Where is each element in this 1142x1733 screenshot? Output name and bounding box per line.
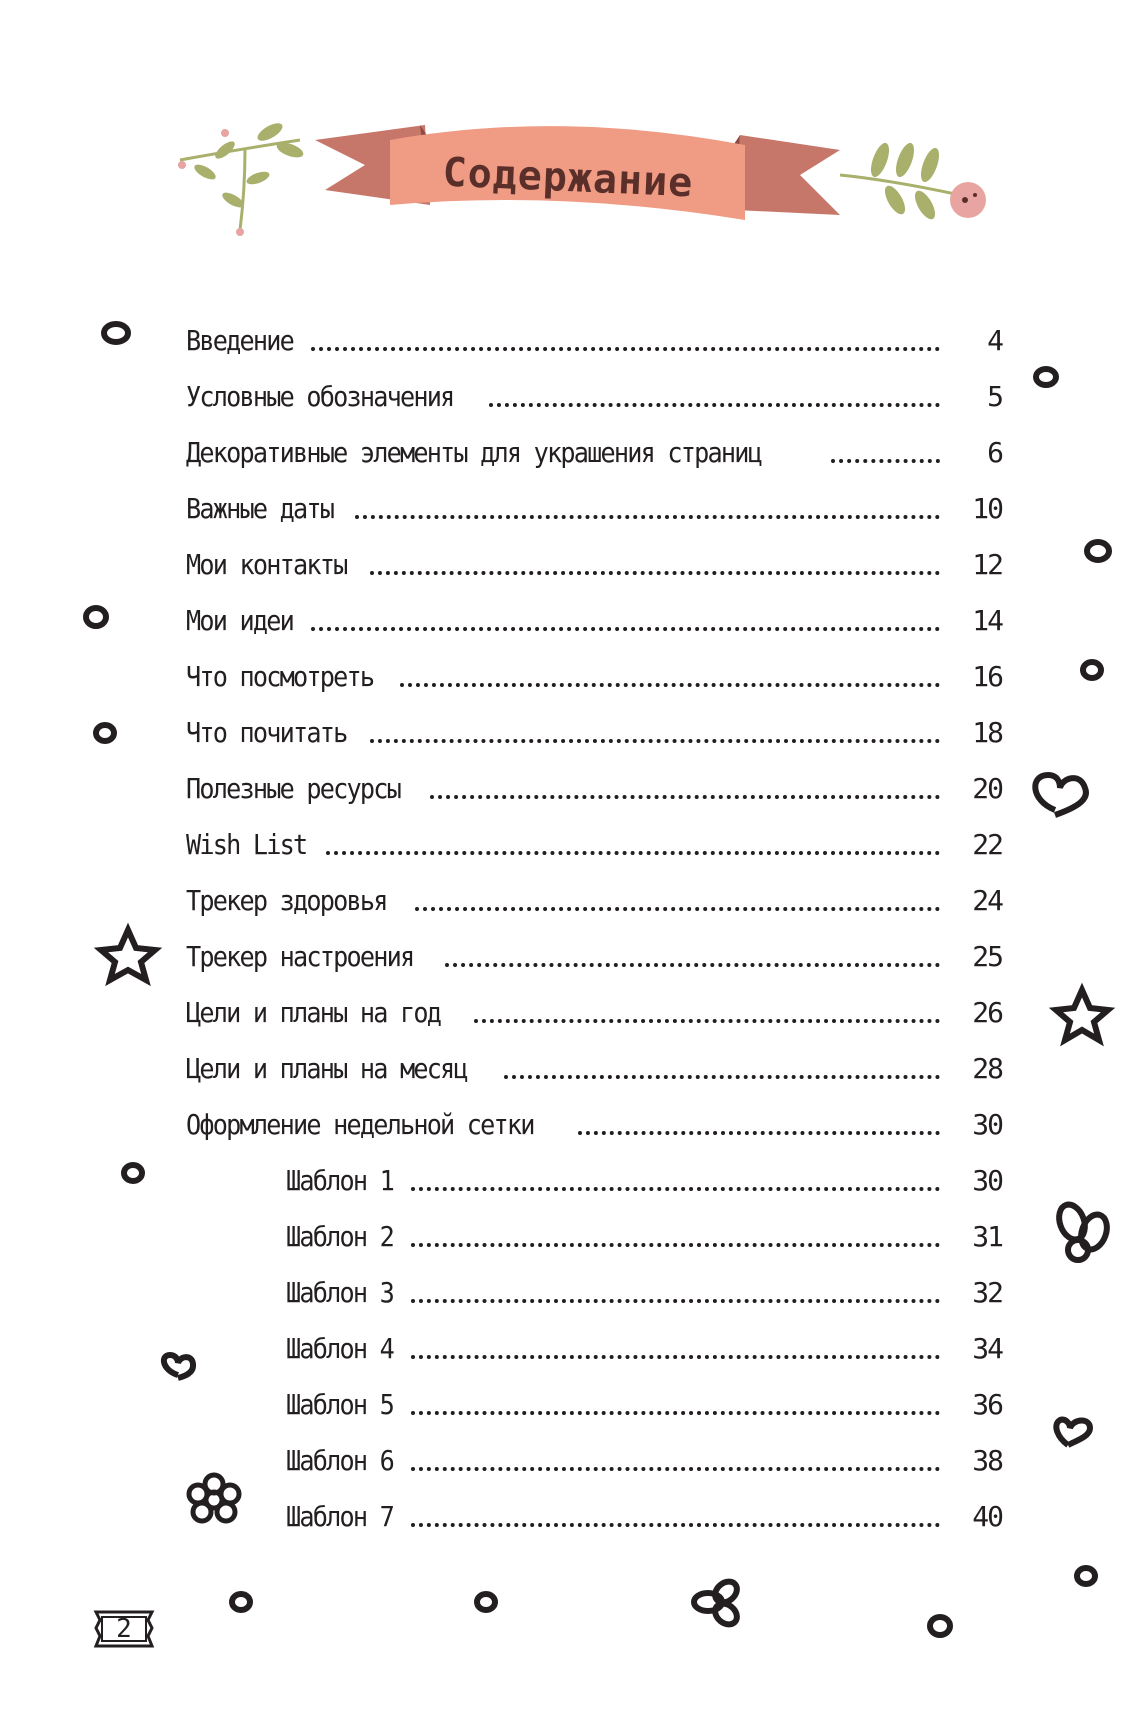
toc-item-page: 16 <box>972 660 1002 693</box>
circle-doodle-icon <box>96 725 114 741</box>
toc-item-page: 30 <box>972 1108 1002 1141</box>
page-number: 2 <box>116 1614 132 1644</box>
circle-doodle-icon <box>86 608 106 626</box>
circle-doodle-icon <box>930 1617 950 1635</box>
toc-item-label: Что почитать <box>186 716 347 749</box>
toc-item-label: Шаблон 5 <box>286 1388 393 1421</box>
toc-item-page: 30 <box>972 1164 1002 1197</box>
toc-item-label: Трекер настроения <box>186 940 414 973</box>
toc-item-page: 32 <box>972 1276 1002 1309</box>
toc-item-page: 14 <box>972 604 1002 637</box>
toc-item-label: Условные обозначения <box>186 380 454 413</box>
toc-item-page: 6 <box>987 436 1002 469</box>
toc-item-page: 24 <box>972 884 1002 917</box>
page-number-badge <box>90 1606 158 1652</box>
toc-item-label: Важные даты <box>186 492 334 525</box>
toc-item-label: Введение <box>186 324 293 357</box>
circle-doodle-icon <box>1036 369 1056 385</box>
toc-item-label: Шаблон 3 <box>286 1276 393 1309</box>
heart-doodle-icon <box>1056 1420 1090 1445</box>
toc-item-label: Полезные ресурсы <box>186 772 400 805</box>
flower-doodle-icon <box>189 1475 239 1521</box>
toc-item-page: 4 <box>987 324 1002 357</box>
page-title: Содержание <box>441 149 695 207</box>
toc-item-page: 12 <box>972 548 1002 581</box>
toc-item-label: Шаблон 4 <box>286 1332 393 1365</box>
toc-item-page: 5 <box>987 380 1002 413</box>
toc-item-label: Шаблон 6 <box>286 1444 393 1477</box>
circle-doodle-icon <box>124 1165 142 1181</box>
toc-item-label: Шаблон 2 <box>286 1220 393 1253</box>
toc-item-page: 40 <box>972 1500 1002 1533</box>
toc-item-page: 31 <box>972 1220 1002 1253</box>
toc-item-page: 25 <box>972 940 1002 973</box>
circle-doodle-icon <box>1077 1568 1095 1584</box>
heart-doodle-icon <box>1035 775 1086 815</box>
toc-item-page: 34 <box>972 1332 1002 1365</box>
toc-item-page: 20 <box>972 772 1002 805</box>
toc-item-label: Мои идеи <box>186 604 293 637</box>
toc-item-label: Что посмотреть <box>186 660 374 693</box>
toc-item-page: 26 <box>972 996 1002 1029</box>
toc-item-page: 22 <box>972 828 1002 861</box>
toc-item-page: 10 <box>972 492 1002 525</box>
toc-item-page: 36 <box>972 1388 1002 1421</box>
circle-doodle-icon <box>1083 662 1101 678</box>
toc-item-label: Мои контакты <box>186 548 347 581</box>
toc-item-label: Цели и планы на месяц <box>186 1052 467 1085</box>
toc-item-page: 28 <box>972 1052 1002 1085</box>
star-doodle-icon <box>1056 990 1108 1040</box>
toc-item-label: Декоративные элементы для украшения страниц <box>186 436 761 469</box>
heart-doodle-icon <box>164 1355 193 1378</box>
toc-item-label: Wish List <box>186 828 307 861</box>
toc-item-label: Цели и планы на год <box>186 996 441 1029</box>
toc-item-page: 18 <box>972 716 1002 749</box>
petal-doodle-icon <box>1055 1201 1112 1260</box>
toc-item-page: 38 <box>972 1444 1002 1477</box>
toc-item-label: Шаблон 7 <box>286 1500 393 1533</box>
circle-doodle-icon <box>232 1594 250 1610</box>
star-doodle-icon <box>101 930 155 980</box>
petal-doodle-icon <box>694 1577 741 1628</box>
toc-item-label: Шаблон 1 <box>286 1164 393 1197</box>
circle-doodle-icon <box>1087 542 1109 560</box>
toc-item-label: Оформление недельной сетки <box>186 1108 534 1141</box>
toc-item-label: Трекер здоровья <box>186 884 387 917</box>
circle-doodle-icon <box>104 324 128 342</box>
circle-doodle-icon <box>477 1594 495 1610</box>
